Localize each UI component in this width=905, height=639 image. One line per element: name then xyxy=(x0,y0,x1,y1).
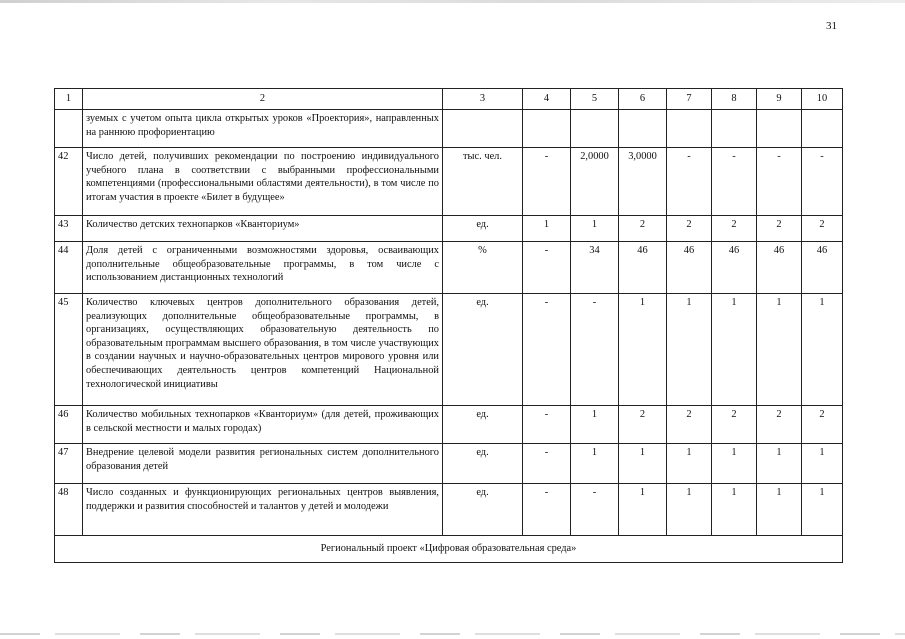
row-value: 2 xyxy=(712,406,757,444)
table-row xyxy=(55,216,843,242)
row-value: 2 xyxy=(757,406,802,444)
table-row xyxy=(55,110,843,148)
row-value: 1 xyxy=(802,484,843,536)
header-cell: 8 xyxy=(712,89,757,110)
row-value: - xyxy=(802,148,843,216)
row-unit: ед. xyxy=(443,484,523,536)
row-value xyxy=(757,110,802,148)
row-value: 1 xyxy=(667,294,712,406)
row-unit xyxy=(443,110,523,148)
row-value: 2 xyxy=(802,406,843,444)
header-cell: 9 xyxy=(757,89,802,110)
header-cell: 7 xyxy=(667,89,712,110)
table-header-row xyxy=(55,89,843,110)
row-value: 2 xyxy=(712,216,757,242)
row-value: 1 xyxy=(802,444,843,484)
row-value: - xyxy=(523,294,571,406)
row-description: Количество детских технопарков «Кванториум» xyxy=(83,216,443,242)
row-value: 1 xyxy=(571,444,619,484)
header-cell: 5 xyxy=(571,89,619,110)
row-description: Количество мобильных технопарков «Кванториум» (для детей, проживающих в сельской местности и малых городах) xyxy=(83,406,443,444)
scan-edge-top xyxy=(0,0,905,3)
section-title: Региональный проект «Цифровая образовательная среда» xyxy=(55,536,843,563)
indicators-table xyxy=(54,88,843,563)
row-value: 46 xyxy=(712,242,757,294)
row-number xyxy=(55,110,83,148)
row-value: 34 xyxy=(571,242,619,294)
row-value: - xyxy=(523,242,571,294)
table-row xyxy=(55,148,843,216)
row-value xyxy=(667,110,712,148)
row-value: 1 xyxy=(619,294,667,406)
row-value: 1 xyxy=(802,294,843,406)
header-cell: 10 xyxy=(802,89,843,110)
row-value: 46 xyxy=(667,242,712,294)
row-description: Внедрение целевой модели развития региональных систем дополнительного образования детей xyxy=(83,444,443,484)
section-row xyxy=(55,536,843,563)
row-unit: ед. xyxy=(443,216,523,242)
row-description: Количество ключевых центров дополнительного образования детей, реализующих дополнительные общеобразовательные программы, в организациях, осуществляющих образовательную деятельность по образовательным программам высшего образования, в том числе участвующих в создании научных и научно-образовательных центров мирового уровня или обеспечивающих деятельность центров компетенций Национальной технологической инициативы xyxy=(83,294,443,406)
row-value: - xyxy=(523,148,571,216)
row-value: 2 xyxy=(757,216,802,242)
row-number: 45 xyxy=(55,294,83,406)
row-value: 1 xyxy=(619,484,667,536)
row-value: 2,0000 xyxy=(571,148,619,216)
row-unit: тыс. чел. xyxy=(443,148,523,216)
row-value: 1 xyxy=(712,444,757,484)
row-value: 1 xyxy=(619,444,667,484)
row-value: - xyxy=(523,444,571,484)
row-unit: ед. xyxy=(443,406,523,444)
row-value: 2 xyxy=(667,216,712,242)
scan-edge-bottom xyxy=(0,633,905,635)
row-number: 48 xyxy=(55,484,83,536)
row-value: 1 xyxy=(757,294,802,406)
row-value: 46 xyxy=(802,242,843,294)
row-value xyxy=(619,110,667,148)
row-number: 47 xyxy=(55,444,83,484)
row-unit: ед. xyxy=(443,294,523,406)
row-value xyxy=(523,110,571,148)
row-value: 2 xyxy=(619,406,667,444)
header-cell: 6 xyxy=(619,89,667,110)
row-value xyxy=(571,110,619,148)
row-value xyxy=(802,110,843,148)
header-cell: 4 xyxy=(523,89,571,110)
row-value: - xyxy=(571,294,619,406)
row-value: - xyxy=(523,406,571,444)
row-value: 1 xyxy=(757,484,802,536)
row-value: 1 xyxy=(757,444,802,484)
row-value: 1 xyxy=(712,484,757,536)
table-row xyxy=(55,444,843,484)
row-value: 2 xyxy=(619,216,667,242)
row-number: 46 xyxy=(55,406,83,444)
row-value: - xyxy=(712,148,757,216)
page-number: 31 xyxy=(826,20,837,32)
row-value: 1 xyxy=(667,444,712,484)
row-description: Число детей, получивших рекомендации по построению индивидуального учебного плана в соответствии с выбранными профессиональными компетенциями (профессиональными областями деятельности), в том числе по итогам участия в проекте «Билет в будущее» xyxy=(83,148,443,216)
row-value: 46 xyxy=(757,242,802,294)
row-value: - xyxy=(523,484,571,536)
table-row xyxy=(55,484,843,536)
row-value: 1 xyxy=(667,484,712,536)
row-value: - xyxy=(667,148,712,216)
row-value: 2 xyxy=(667,406,712,444)
row-number: 44 xyxy=(55,242,83,294)
row-value: 3,0000 xyxy=(619,148,667,216)
row-description: зуемых с учетом опыта цикла открытых уроков «Проектория», направленных на раннюю профориентацию xyxy=(83,110,443,148)
row-value xyxy=(712,110,757,148)
row-description: Число созданных и функционирующих региональных центров выявления, поддержки и развития способностей и талантов у детей и молодежи xyxy=(83,484,443,536)
row-number: 42 xyxy=(55,148,83,216)
row-unit: ед. xyxy=(443,444,523,484)
header-cell: 1 xyxy=(55,89,83,110)
row-value: 1 xyxy=(571,216,619,242)
header-cell: 3 xyxy=(443,89,523,110)
row-description: Доля детей с ограниченными возможностями здоровья, осваивающих дополнительные общеобразовательные программы, в том числе с использованием дистанционных технологий xyxy=(83,242,443,294)
header-cell: 2 xyxy=(83,89,443,110)
table-row xyxy=(55,406,843,444)
row-value: 1 xyxy=(523,216,571,242)
row-number: 43 xyxy=(55,216,83,242)
row-value: 1 xyxy=(712,294,757,406)
row-value: 46 xyxy=(619,242,667,294)
row-value: 1 xyxy=(571,406,619,444)
row-value: - xyxy=(757,148,802,216)
row-value: - xyxy=(571,484,619,536)
table-row xyxy=(55,294,843,406)
row-value: 2 xyxy=(802,216,843,242)
row-unit: % xyxy=(443,242,523,294)
table-row xyxy=(55,242,843,294)
